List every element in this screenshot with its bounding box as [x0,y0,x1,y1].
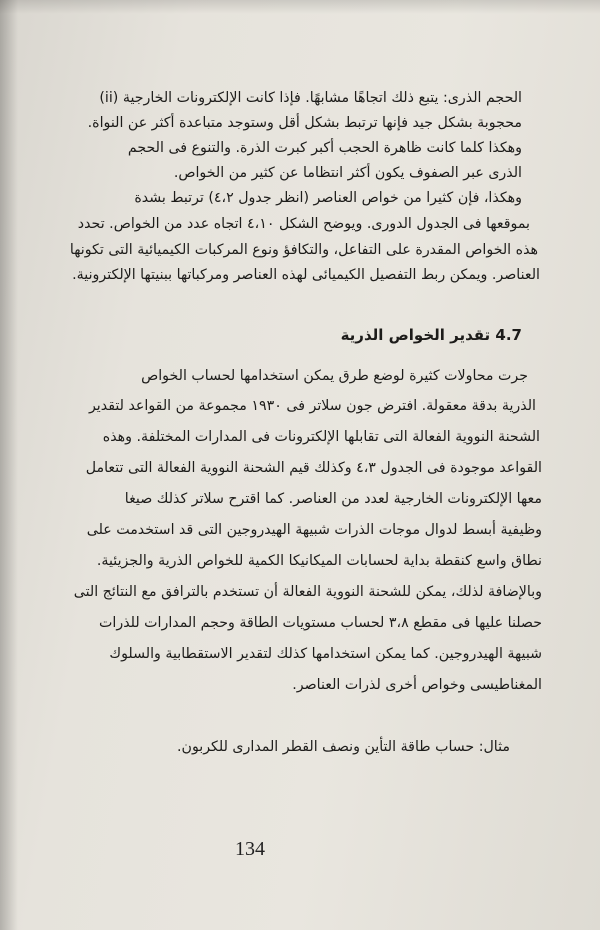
text-line: معها الإلكترونات الخارجية لعدد من العناصر. كما اقترح سلاتر كذلك صيغا [124,491,542,507]
text-line: محجوبة بشكل جيد فإنها ترتبط بشكل أقل وستوجد متباعدة أكثر عن النواة. [87,115,522,131]
text-line: الذرية بدقة معقولة. افترض جون سلاتر فى ١٩٣٠ مجموعة من القواعد لتقدير [88,398,536,414]
text-line: الذرى عبر الصفوف يكون أكثر انتظاما عن كثير من الخواص. [173,165,522,181]
text-line: بموقعها فى الجدول الدورى. ويوضح الشكل ٤،١٠ اتجاه عدد من الخواص. تحدد [77,216,530,232]
text-line: المغناطيسى وخواص أخرى لذرات العناصر. [292,677,542,693]
page-gutter-shadow [0,0,18,930]
text-line: وظيفية أبسط لدوال موجات الذرات شبيهة الهيدروجين التى قد استخدمت على [86,522,542,538]
text-line: وهكذا كلما كانت ظاهرة الحجب أكبر كبرت الذرة. والتنوع فى الحجم [127,140,522,156]
page-top-shadow [0,0,600,14]
section-heading: 4.7 تقدير الخواص الذرية [340,326,522,344]
text-line: شبيهة الهيدروجين. كما يمكن استخدامها كذلك لتقدير الاستقطابية والسلوك [109,646,542,662]
text-line: وهكذا، فإن كثيرا من خواص العناصر (انظر جدول ٤،٢) ترتبط بشدة [134,190,522,206]
text-line: الشحنة النووية الفعالة التى تقابلها الإلكترونات فى المدارات المختلفة. وهذه [102,429,540,445]
text-line: (ii) الحجم الذرى: يتبع ذلك اتجاهًا مشابهًا. فإذا كانت الإلكترونات الخارجية [99,90,522,106]
text-line: هذه الخواص المقدرة على التفاعل، والتكافؤ ونوع المركبات الكيميائية التى تكونها [69,242,538,258]
page-number: 134 [235,838,265,860]
text-line: حصلنا عليها فى مقطع ٣،٨ لحساب مستويات الطاقة وحجم المدارات للذرات [99,615,542,631]
text-line: العناصر. ويمكن ربط التفصيل الكيميائى لهذه العناصر ومركباتها ببنيتها الإلكترونية. [72,267,540,283]
text-line: نطاق واسع كنقطة بداية لحسابات الميكانيكا الكمية للخواص الذرية والجزيئية. [96,553,542,569]
text-line: مثال: حساب طاقة التأين ونصف القطر المدارى للكربون. [177,739,510,755]
text-line: وبالإضافة لذلك، يمكن للشحنة النووية الفعالة أن تستخدم بالترافق مع النتائج التى [73,584,542,600]
text-line: جرت محاولات كثيرة لوضع طرق يمكن استخدامها لحساب الخواص [141,368,528,384]
text-line: القواعد موجودة فى الجدول ٤،٣ وكذلك قيم الشحنة النووية الفعالة التى تتعامل [85,460,542,476]
